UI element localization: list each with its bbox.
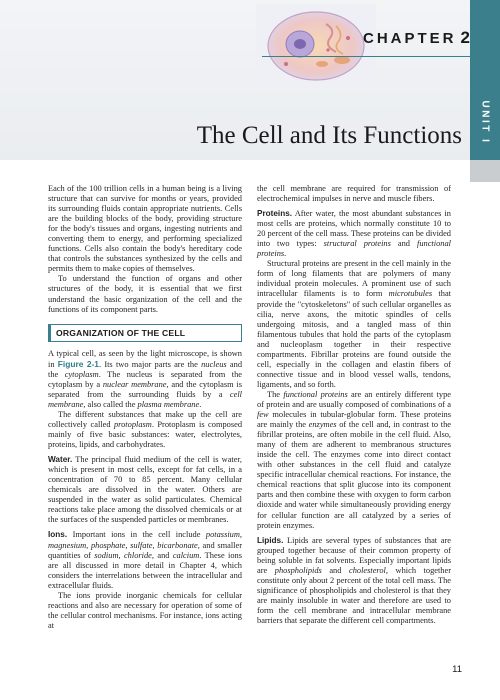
section-heading: ORGANIZATION OF THE CELL [48, 324, 242, 342]
chapter-word: CHAPTER [363, 30, 457, 47]
lipids-heading: Lipids. [257, 535, 284, 545]
ions-paragraph-2: The ions provide inorganic chemicals for cellular reactions and also are necessary for operation of some of the cellular control mechanisms. For instance, ions acting at [48, 590, 242, 630]
organization-paragraph-1: A typical cell, as seen by the light microscope, is shown in Figure 2-1. Its two major parts are the nucleus and the cytoplasm. The nucleus is separated from the cytoplasm by a nuclear membrane, and the cytoplasm is separated from the surrounding fluids by a cell membrane, also called the plasma membrane. [48, 348, 243, 409]
water-heading: Water. [48, 455, 73, 465]
water-paragraph: Water. The principal fluid medium of the cell is water, which is present in most cells, except for fat cells, in a concentration of 70 to 85 percent. Many cellular chemicals are dissolved in the water. Others are suspended in the water as solid particulates. Chemical reactions take place among the dissolved chemicals or at the surfaces of the suspended particles or membranes. [48, 455, 242, 525]
left-column [48, 184, 242, 631]
unit-label-text: UNIT I [479, 100, 491, 144]
chapter-rule [262, 56, 470, 57]
intro-paragraph-1: Each of the 100 trillion cells in a human being is a living structure that can survive for months or years, provided its surrounding fluids contain appropriate nutrients. Cells are the building blocks of the body, providing structure for the body's tissues and organs, ingesting nutrients and converting them to energy, and performing specialized functions. Cells also contain the body's hereditary code that controls the substances synthesized by the cells and permits them to make copies of themselves. [48, 184, 242, 274]
proteins-paragraph: Proteins. After water, the most abundant substances in most cells are proteins, which normally constitute 10 to 20 percent of the cell mass. These proteins can be divided into two types: structural proteins and functional proteins. [257, 209, 451, 259]
chapter-number: 2 [460, 28, 470, 47]
proteins-heading: Proteins. [257, 209, 293, 219]
chapter-title: The Cell and Its Functions [196, 122, 462, 149]
structural-proteins-paragraph: Structural proteins are present in the cell mainly in the form of long filaments that are polymers of many individual protein molecules. A prominent use of such intracellular filaments is to form microtubules that provide the "cytoskeletons" of such cellular organelles as cilia, nerve axons, the mitotic spindles of cells undergoing mitosis, and a tangled mass of thin filamentous tubules that hold the parts of the cytoplasm and nucleoplasm together in their respective compartments. Fibrillar proteins are found outside the cell, especially in the collagen and elastin fibers of connective tissue and in blood vessel walls, tendons, ligaments, and so forth. [257, 259, 451, 389]
page-number: 11 [452, 664, 462, 675]
figure-reference-link[interactable]: Figure 2-1 [57, 358, 99, 369]
intro-paragraph-2: To understand the function of organs and other structures of the body, it is essential that we first understand the basic organization of the cell and the functions of its component parts. [48, 274, 242, 314]
functional-proteins-paragraph: The functional proteins are an entirely different type of protein and are usually composed of combinations of a few molecules in tubular-globular form. These proteins are mainly the enzymes of the cell and, in contrast to the fibrillar proteins, are often mobile in the cell fluid. Also, many of them are adherent to membranous structures inside the cell. The enzymes come into direct contact with other substances in the cell fluid and catalyze specific intracellular chemical reactions. For instance, the chemical reactions that split glucose into its component parts and then combine these with oxygen to form carbon dioxide and water while simultaneously providing energy for cellular function are all catalyzed by a series of protein enzymes. [257, 389, 452, 530]
lipids-paragraph: Lipids. Lipids are several types of substances that are grouped together because of their common property of being soluble in fat solvents. Especially important lipids are phospholipids and cholesterol, which together constitute only about 2 percent of the total cell mass. The significance of phospholipids and cholesterol is that they are mainly insoluble in water and therefore are used to form the cell membrane and intracellular membrane barriers that separate the different cell compartments. [257, 535, 451, 625]
ions-heading: Ions. [48, 530, 68, 540]
chapter-label [360, 28, 470, 48]
ions-paragraph: Ions. Important ions in the cell include potassium, magnesium, phosphate, sulfate, bicarbonate, and smaller quantities of sodium, chloride, and calcium. These ions are all discussed in more detail in Chapter 4, which considers the interrelations between the intracellular and extracellular fluids. [48, 530, 242, 590]
organization-paragraph-2: The different substances that make up the cell are collectively called protoplasm. Protoplasm is composed mainly of five basic substances: water, electrolytes, proteins, lipids, and carbohydrates. [48, 409, 243, 450]
cell-illustration [256, 4, 376, 86]
right-column [257, 184, 451, 626]
unit-tab-grey [470, 160, 500, 182]
unit-label [470, 92, 500, 152]
continuation-paragraph: the cell membrane are required for transmission of electrochemical impulses in nerve and muscle fibers. [257, 184, 451, 204]
